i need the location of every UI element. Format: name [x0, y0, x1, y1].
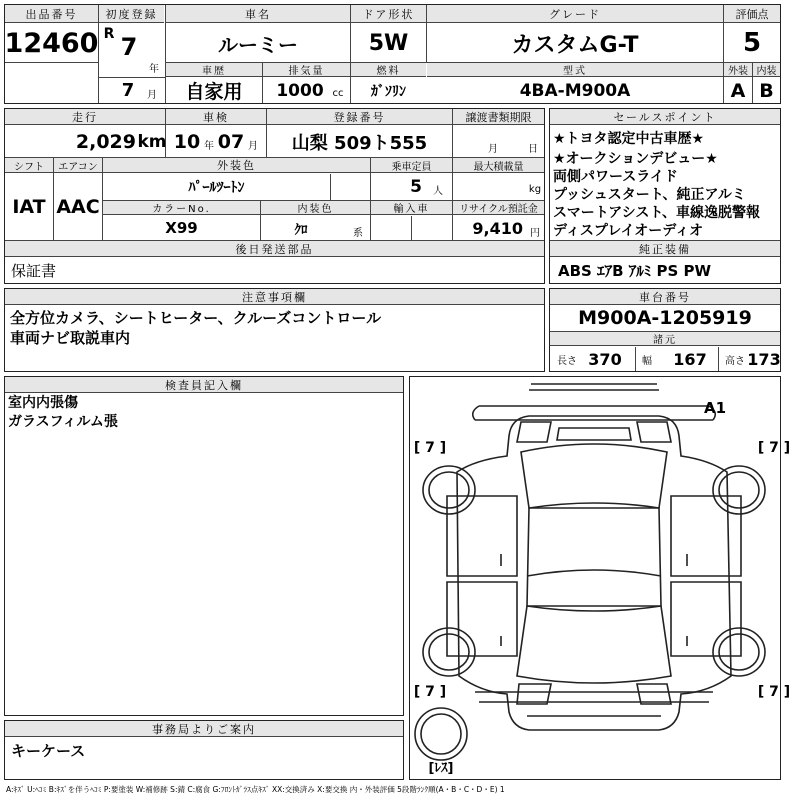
car-name-label: 車名	[166, 5, 350, 23]
capacity: 5	[410, 177, 422, 197]
office-label: 事務局よりご案内	[5, 721, 403, 737]
fuel: ｶﾞｿﾘﾝ	[371, 83, 406, 100]
inspection-label: 車検	[166, 109, 266, 125]
sales-label: セールスポイント	[550, 109, 780, 125]
inspection-year-unit: 年	[204, 140, 214, 152]
recycle-fee: 9,410	[472, 218, 523, 238]
transfer-month-unit: 月	[488, 143, 498, 155]
history-label: 車歴	[166, 63, 262, 77]
load-label: 最大積載量	[453, 158, 544, 173]
dims-label: 諸元	[550, 332, 780, 346]
month-unit: 月	[147, 89, 157, 101]
tire-rear-right: [ 7 ]	[757, 684, 791, 700]
int-color: ｸﾛ	[294, 222, 308, 238]
chassis-number: M900A-1205919	[578, 307, 752, 329]
tire-front-left: [ 7 ]	[413, 440, 447, 456]
color-number: X99	[165, 219, 198, 237]
sales-line-5: スマートアシスト、車線逸脱警報	[553, 205, 761, 221]
chassis-label: 車台番号	[550, 289, 780, 305]
reg-year: 7	[120, 33, 138, 61]
sales-line-4: プッシュスタート、純正アルミ	[553, 187, 746, 203]
car-name: ルーミー	[218, 32, 298, 57]
transfer-label: 譲渡書類期限	[453, 109, 544, 125]
year-unit: 年	[149, 63, 159, 75]
grade: カスタムG-T	[511, 32, 639, 58]
score: 5	[742, 28, 762, 58]
inspection-month: 07	[217, 130, 245, 153]
fuel-label: 燃料	[351, 63, 426, 77]
transfer-day-unit: 日	[528, 143, 538, 155]
lot-number: 12460	[4, 27, 99, 59]
score-label: 評価点	[724, 5, 780, 23]
capacity-label: 乗車定員	[371, 158, 452, 173]
tire-front-right: [ 7 ]	[757, 440, 791, 456]
ac-label: エアコン	[54, 158, 102, 173]
ext-color: ﾊﾟｰﾙﾂｰﾄﾝ	[188, 180, 245, 196]
height-label: 高さ	[725, 355, 745, 367]
legend: A:ｷｽﾞ U:ﾍｺﾐ B:ｷｽﾞを伴うﾍｺﾐ P:要塗装 W:補修跡 S:錆 C:腐食 G:ﾌﾛﾝﾄｶﾞﾗｽ点ｷｽﾞ XX:交換済み X:要交換 内・外装評価 5段階ﾗﾝｸ順(A・B・C・D・E) 1	[6, 784, 505, 794]
reg-no-label: 登録番号	[267, 109, 452, 125]
car-diagram	[409, 376, 781, 780]
office-text: キーケース	[11, 741, 86, 760]
door-label: ドア形状	[351, 5, 426, 23]
sales-line-6: ディスプレイオーディオ	[553, 223, 704, 239]
int-color-label: 内装色	[261, 201, 370, 215]
capacity-unit: 人	[433, 185, 443, 197]
shift: IAT	[12, 196, 46, 218]
inspector-text: 室内内張傷 ガラスフィルム張	[8, 395, 118, 430]
equipment-label: 純正装備	[550, 241, 780, 257]
length-label: 長さ	[557, 355, 577, 367]
ext-label: 外装	[724, 63, 752, 77]
inspector-label: 検査員記入欄	[5, 377, 403, 393]
history: 自家用	[185, 81, 243, 103]
import-label: 輸入車	[371, 201, 452, 215]
sales-line-2: ★オークションデビュー★	[553, 151, 718, 167]
first-reg-label: 初度登録	[99, 5, 164, 23]
tire-rear-left: [ 7 ]	[413, 684, 447, 700]
int-label: 内装	[753, 63, 780, 77]
door-type: 5W	[368, 30, 409, 56]
era: R	[103, 26, 115, 42]
mileage-label: 走行	[5, 109, 165, 125]
sales-line-1: ★トヨタ認定中古車歴★	[553, 131, 705, 147]
int-grade: B	[759, 79, 774, 102]
later-parts-label: 後日発送部品	[5, 241, 544, 257]
width-label: 幅	[642, 355, 652, 367]
recycle-label: リサイクル預託金	[453, 201, 544, 215]
air-conditioner: AAC	[56, 196, 100, 218]
registration-number: 山梨 509ト555	[291, 132, 428, 154]
load-unit: kg	[528, 183, 542, 195]
ext-color-label: 外装色	[103, 158, 370, 173]
recycle-unit: 円	[530, 227, 540, 239]
inspection-month-unit: 月	[248, 140, 258, 152]
displacement-label: 排気量	[263, 63, 350, 77]
displacement-unit: cc	[332, 87, 344, 99]
sales-line-3: 両側パワースライド	[553, 169, 678, 185]
reg-month: 7	[121, 79, 135, 101]
later-parts: 保証書	[11, 262, 57, 280]
notes-text: 全方位カメラ、シートヒーター、クルーズコントロール 車両ナビ取説車内	[10, 309, 382, 347]
model-label: 型式	[427, 63, 723, 77]
height: 173	[747, 349, 781, 369]
color-no-label: カラーNo.	[103, 201, 260, 215]
grade-label: グレード	[427, 5, 723, 23]
shift-label: シフト	[5, 158, 53, 173]
notes-label: 注意事項欄	[5, 289, 544, 305]
displacement: 1000	[276, 80, 324, 101]
width: 167	[673, 349, 707, 369]
mileage: 2,029	[75, 130, 136, 153]
damage-code-a1: A1	[703, 399, 727, 417]
lot-label: 出品番号	[5, 5, 98, 23]
int-color-unit: 系	[353, 227, 363, 239]
length: 370	[588, 349, 622, 369]
model: 4BA-M900A	[519, 80, 631, 101]
spare-tire: [ﾚｽ]	[428, 760, 454, 776]
inspection-year: 10	[173, 130, 201, 153]
equipment: ABS ｴｱB ｱﾙﾐ PS PW	[558, 262, 712, 280]
mileage-unit: km	[137, 131, 167, 152]
ext-grade: A	[730, 79, 746, 102]
